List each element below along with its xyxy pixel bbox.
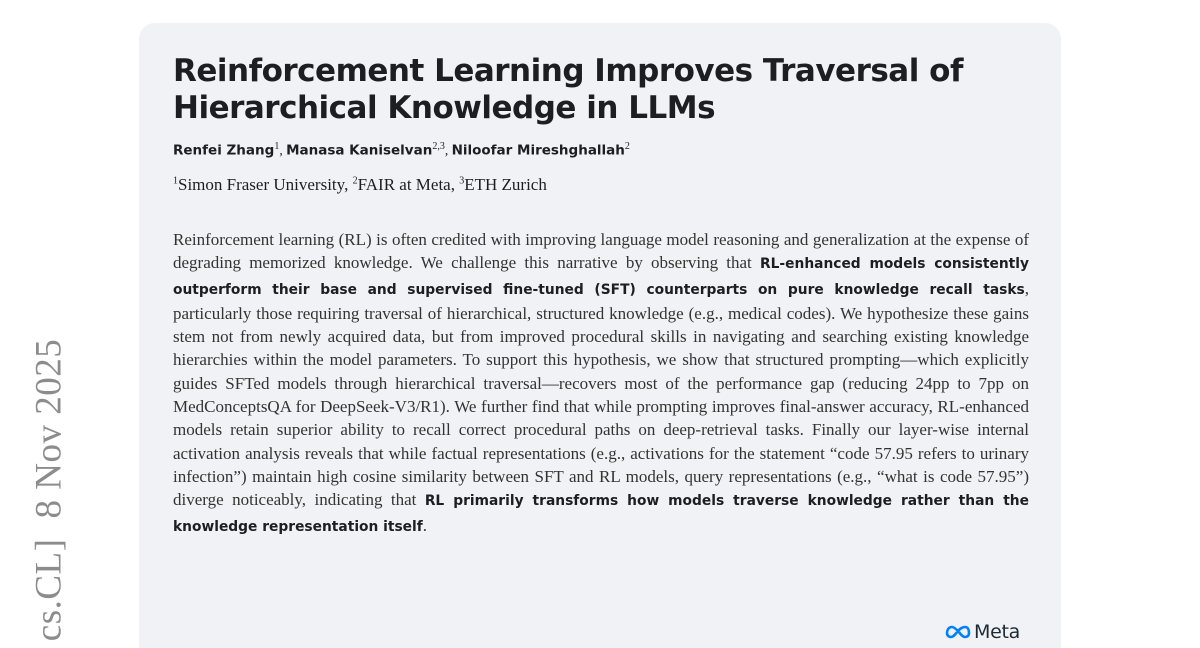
arxiv-date: 8 Nov 2025 xyxy=(28,338,70,519)
abstract-text: Reinforcement learning (RL) is often credited with improving language model reasoning and generalization at the expense of degrading memorized knowledge. We challenge this narrative by observing that xyxy=(173,230,1029,273)
affil-mark: 2 xyxy=(352,175,358,187)
abstract-text: . xyxy=(422,515,428,535)
author-name: Manasa Kaniselvan xyxy=(286,142,433,159)
arxiv-side-stamp xyxy=(28,339,71,641)
author-name: Renfei Zhang xyxy=(173,142,275,159)
affil-name: ETH Zurich xyxy=(464,175,547,194)
meta-wordmark: Meta xyxy=(974,621,1020,643)
abstract-text: , particularly those requiring traversal of hierarchical, structured knowledge (e.g., medical codes). We hypothesize these gains stem not from newly acquired data, but from improved procedural skills in navigating and searching existing knowledge hierarchies within the model parameters. To support this hypothesis, we show that structured prompting—which explicitly guides SFTed models through hierarchical traversal—recovers most of the performance gap (reducing 24pp to 7pp on MedConceptsQA for DeepSeek-V3/R1). We further find that while prompting improves final-answer accuracy, RL-enhanced models retain superior ability to recall correct procedural paths on deep-retrieval tasks. Finally our layer-wise internal activation analysis reveals that while factual representations (e.g., activations for the statement “code 57.95 refers to urinary infection”) maintain high cosine similarity between SFT and RL models, query representations (e.g., “what is code 57.95”) diverge noticeably, indicating that xyxy=(173,278,1029,510)
affiliation-list: $^1$Simon Fraser University, $^2$FAIR at Meta, $^3$ETH Zurich xyxy=(173,175,547,194)
author-list: Renfei Zhang$^1$, Manasa Kaniselvan$^{2,3}$, Niloofar Mireshghallah$^2$ xyxy=(173,141,630,159)
arxiv-category: cs.CL] xyxy=(28,538,70,642)
paper-title: Reinforcement Learning Improves Traversal of Hierarchical Knowledge in LLMs xyxy=(173,53,963,126)
affil-mark: 3 xyxy=(459,175,465,187)
affil-name: Simon Fraser University xyxy=(178,175,345,194)
meta-infinity-icon xyxy=(945,624,971,640)
author-affil-mark: 2,3 xyxy=(432,141,445,152)
author-affil-mark: 1 xyxy=(274,141,280,152)
abstract-highlight: RL primarily transforms how models traverse knowledge rather than the knowledge representation itself xyxy=(173,493,1029,535)
meta-logo xyxy=(945,621,1020,643)
paper-card xyxy=(139,23,1061,648)
author-name: Niloofar Mireshghallah xyxy=(451,142,625,159)
affil-name: FAIR at Meta xyxy=(357,175,451,194)
abstract xyxy=(173,228,1029,539)
abstract-highlight: RL-enhanced models consistently outperform their base and supervised fine-tuned (SFT) counterparts on pure knowledge recall tasks xyxy=(173,256,1029,298)
affil-mark: 1 xyxy=(173,175,178,187)
author-affil-mark: 2 xyxy=(624,141,630,152)
